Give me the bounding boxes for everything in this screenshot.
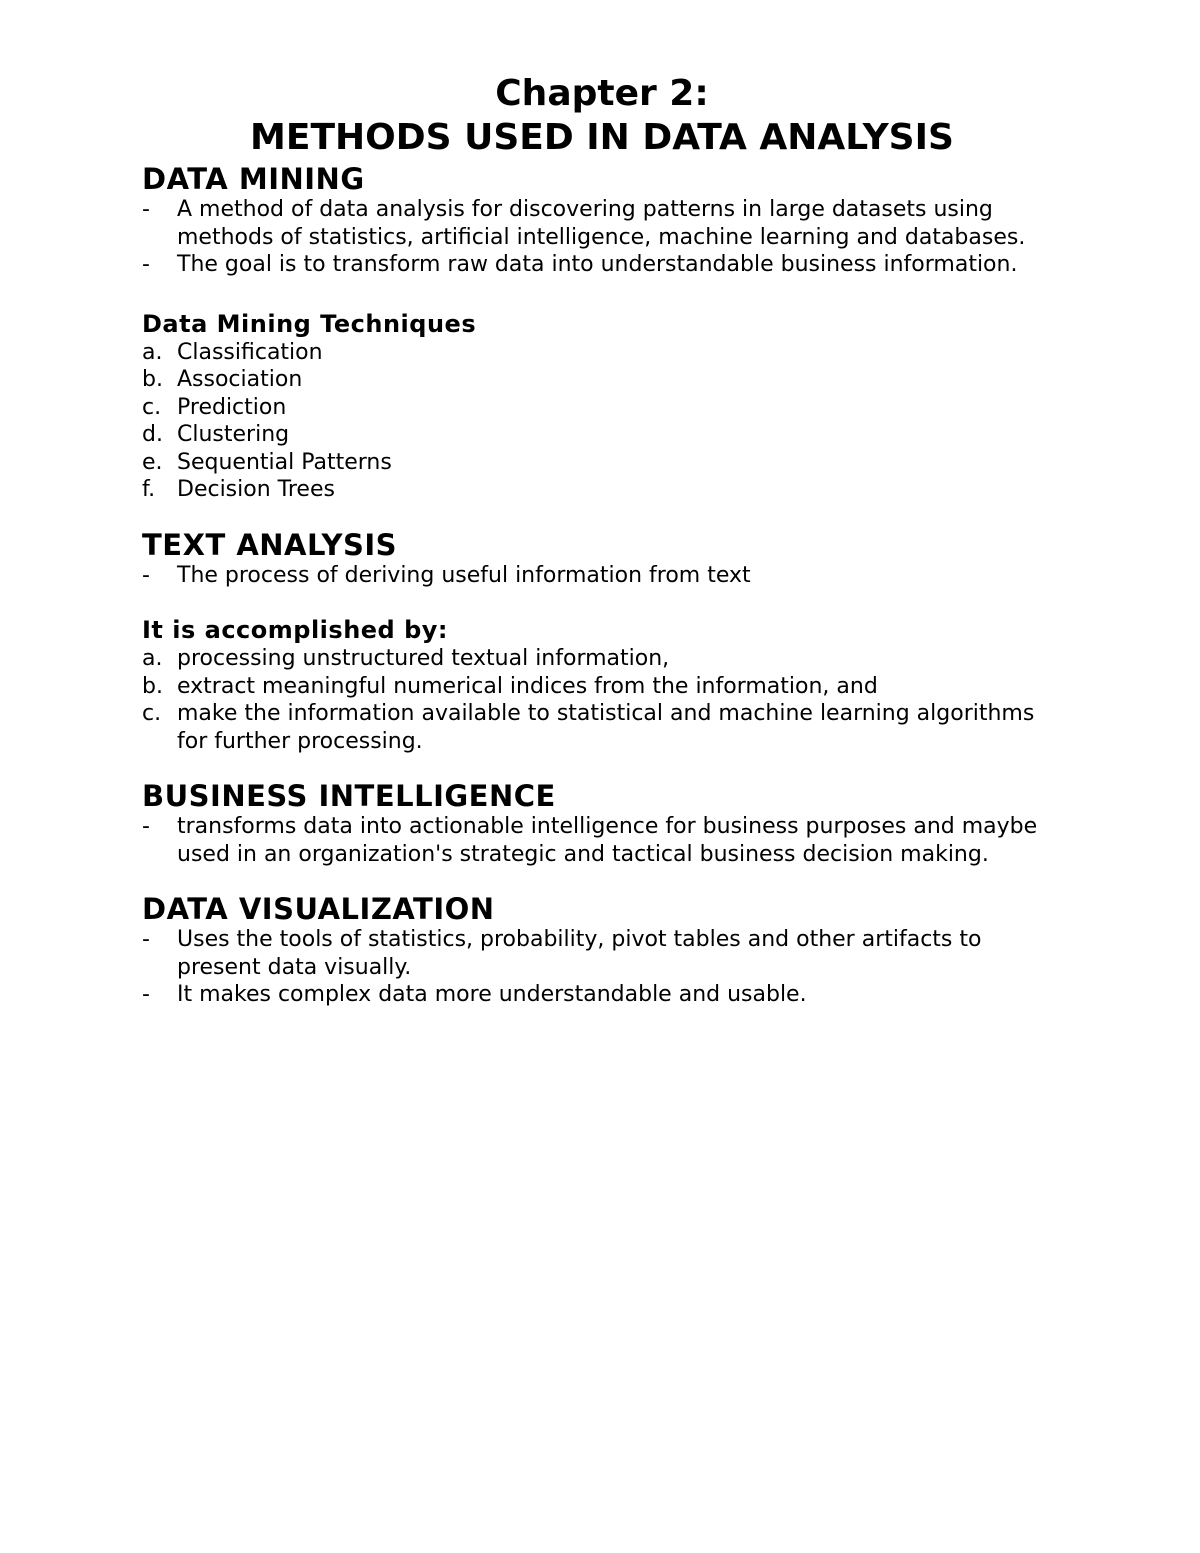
- bullet-marker: -: [142, 252, 150, 277]
- bullet-marker: -: [142, 562, 150, 588]
- list-item-text: make the information available to statistical and machine learning algorithms for further processing.: [177, 701, 1035, 754]
- data-visualization-heading: DATA VISUALIZATION: [142, 892, 495, 926]
- list-marker: f.: [142, 477, 156, 502]
- list-item-text: Association: [177, 367, 303, 392]
- spacer: [142, 868, 1062, 892]
- list-item-text: Decision Trees: [177, 477, 335, 502]
- list-item: [142, 421, 1062, 449]
- list-item: [142, 449, 1062, 477]
- list-item: [142, 196, 1062, 251]
- bullet-marker: -: [142, 982, 150, 1007]
- spacer: [142, 504, 1062, 528]
- list-item-text: processing unstructured textual information,: [177, 646, 670, 671]
- list-item-text: extract meaningful numerical indices from the information, and: [177, 673, 878, 699]
- list-item: [142, 339, 1062, 367]
- list-item-text: It makes complex data more understandable and usable.: [177, 982, 807, 1007]
- chapter-subtitle: METHODS USED IN DATA ANALYSIS: [250, 117, 954, 158]
- list-item-text: Prediction: [177, 394, 287, 420]
- accomplished-by-list: [142, 645, 1062, 755]
- list-item: [142, 813, 1062, 868]
- list-item: [142, 645, 1062, 673]
- business-intelligence-bullets: [142, 813, 1062, 868]
- spacer: [142, 589, 1062, 615]
- list-marker: a.: [142, 646, 163, 671]
- list-marker: b.: [142, 367, 163, 392]
- bullet-marker: -: [142, 927, 150, 952]
- list-item: [142, 700, 1062, 755]
- list-item: [142, 926, 1062, 981]
- data-visualization-bullets: [142, 926, 1062, 1009]
- list-item: [142, 476, 1062, 504]
- accomplished-by-heading: It is accomplished by:: [142, 616, 449, 644]
- text-analysis-heading: TEXT ANALYSIS: [142, 527, 398, 562]
- spacer: [142, 279, 1062, 309]
- data-mining-heading: DATA MINING: [142, 162, 365, 196]
- list-item: [142, 981, 1062, 1009]
- list-item: [142, 366, 1062, 394]
- list-marker: c.: [142, 701, 162, 726]
- list-marker: e.: [142, 449, 163, 475]
- list-item: [142, 394, 1062, 422]
- bullet-marker: -: [142, 197, 150, 222]
- list-item-text: Sequential Patterns: [177, 449, 392, 475]
- list-item-text: Uses the tools of statistics, probability, pivot tables and other artifacts to present data visually.: [177, 927, 982, 980]
- data-mining-techniques-heading: Data Mining Techniques: [142, 309, 477, 338]
- list-item-text: transforms data into actionable intelligence for business purposes and maybe used in an organization's strategic and tactical business decision making.: [177, 814, 1038, 867]
- data-mining-bullets: [142, 196, 1062, 279]
- chapter-title: Chapter 2:: [495, 73, 709, 114]
- document-page: [142, 72, 1062, 1009]
- list-marker: b.: [142, 673, 163, 699]
- data-mining-techniques-list: [142, 339, 1062, 504]
- list-item-text: Clustering: [177, 422, 290, 447]
- list-item: [142, 562, 1062, 590]
- list-marker: a.: [142, 339, 163, 365]
- list-item-text: The process of deriving useful information from text: [177, 562, 751, 588]
- business-intelligence-heading: BUSINESS INTELLIGENCE: [142, 779, 556, 813]
- bullet-marker: -: [142, 814, 150, 839]
- list-item: [142, 251, 1062, 279]
- list-item: [142, 673, 1062, 701]
- list-marker: c.: [142, 394, 162, 420]
- text-analysis-bullets: [142, 562, 1062, 590]
- list-marker: d.: [142, 422, 163, 447]
- list-item-text: Classification: [177, 339, 323, 365]
- list-item-text: The goal is to transform raw data into understandable business information.: [177, 252, 1018, 277]
- list-item-text: A method of data analysis for discovering patterns in large datasets using methods of statistics, artificial intelligence, machine learning and databases.: [177, 197, 1026, 250]
- spacer: [142, 755, 1062, 779]
